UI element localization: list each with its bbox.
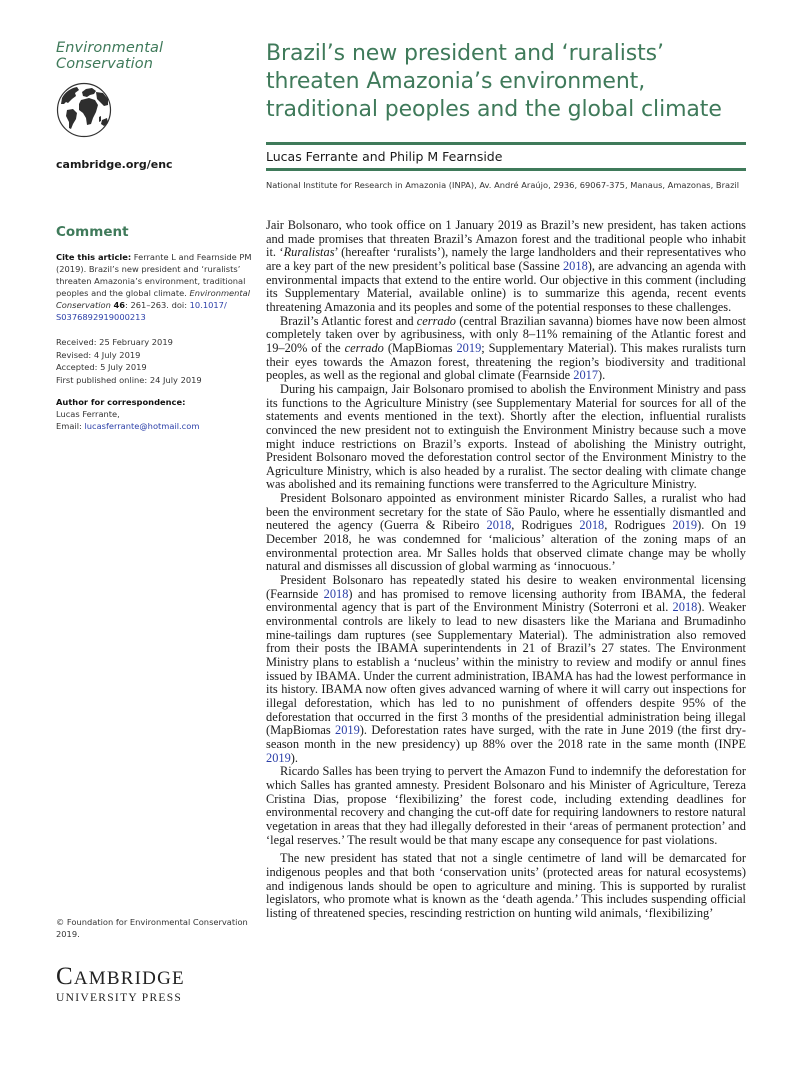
publisher-subtitle: UNIVERSITY PRESS (56, 992, 183, 1004)
publisher-initial: C (56, 963, 74, 990)
text-run: Brazil’s Atlantic forest and (280, 313, 417, 328)
correspondence-name: Lucas Ferrante, (56, 409, 120, 419)
text-run: ). Weaker environmental controls are likely to lead to new disasters like the Mariana and Brumadinho mine-tailings dam ruptures (see Supplementary Material). The administration also removed from their posts the IBAMA superintendents in 21 of Brazil’s 27 states. The Environment Ministry plans to establish a ‘nucleus’ within the ministry to review and modify or annul fines issued by IBAMA. Under the current administration, IBAMA has had the lowest performance in its history. IBAMA now often gives advanced warning of where it will carry out inspections for illegal deforestation, which has led to no punishment of offenders despite 95% of the deforestation that occurred in the first 3 months of the presidential administration being illegal (MapBiomas (266, 600, 746, 738)
reference-link[interactable]: 2018 (672, 600, 698, 615)
paragraph-4 (266, 492, 746, 574)
text-run: ). (598, 368, 606, 383)
publisher-logo (56, 965, 185, 1004)
journal-url-link[interactable]: cambridge.org/enc (56, 158, 173, 171)
copyright-notice: © Foundation for Environmental Conservation 2019. (56, 917, 248, 939)
author-divider (266, 168, 746, 171)
article-dates (56, 336, 202, 386)
doi-link[interactable]: 10.1017/ S0376892919000213 (56, 300, 227, 322)
paragraph-2 (266, 315, 746, 383)
article-body (266, 219, 746, 920)
paragraph-3: During his campaign, Jair Bolsonaro promised to abolish the Environment Ministry and pass its functions to the Agriculture Ministry (see Supplementary Material for sources for all of the statements and events mentioned in the text). Shortly after the election, influential ruralists convinced the new president not to extinguish the Environment Ministry because such a move might induce restrictions on Brazil’s exports. Instead of abolishing the Ministry outright, President Bolsonaro moved the deforestation control sector of the Environment Ministry to the Agriculture Ministry, which is also headed by a ruralist. The sector dealing with climate change was abolished and its remaining functions were transferred to the Agriculture Ministry. (266, 381, 746, 492)
journal-name: Environmental Conservation (56, 40, 164, 72)
accepted-date: Accepted: 5 July 2019 (56, 362, 147, 372)
reference-link[interactable]: 2019 (456, 340, 482, 355)
text-run: President Bolsonaro appointed as environment minister Ricardo Salles, a ruralist who had been the environment secretary for the state of São Paulo, where he essentially dismantled and neutered the agency (Guerra & Ribeiro (266, 491, 746, 533)
italic-term: cerrado (344, 340, 384, 355)
text-run: ’ (hereafter ‘ruralists’), namely the large landholders and their representatives who are a key part of the new president’s political base (Sassine (266, 245, 746, 273)
paragraph-7: The new president has stated that not a single centimetre of land will be demarcated for indigenous peoples and that both ‘conservation units’ (protected areas for natural ecosystems) and indigenous lands should be open to agriculture and mining. This is supported by ruralist legislators, who promote what is known as the ‘death agenda.’ This includes suspending official listing of threatened species, rescinding restriction on hunting wild animals, ‘flexibilizing’ (266, 851, 746, 920)
reference-link[interactable]: 2018 (323, 586, 349, 601)
paragraph-1 (266, 219, 746, 315)
article-header (266, 40, 746, 190)
text-run: (MapBiomas (383, 340, 457, 355)
text-run: ). On 19 December 2018, he was condemned for ‘malicious’ alteration of the zoning maps of an environmental protection area. Mr Salles holds that observed climate change may be wholly natural and dismisses all discussion of global warming as ‘innocuous.’ (266, 518, 746, 574)
reference-link[interactable]: 2018 (486, 518, 512, 533)
correspondence-label: Author for correspondence: (56, 397, 186, 407)
text-run: ). (290, 750, 299, 765)
reference-link[interactable]: 2019 (335, 723, 360, 738)
reference-link[interactable]: 2018 (562, 258, 588, 273)
published-date: First published online: 24 July 2019 (56, 374, 202, 385)
citation-block (56, 251, 252, 323)
publisher-name: AMBRIDGE (73, 968, 185, 989)
cite-label: Cite this article: (56, 252, 132, 262)
title-divider (266, 142, 746, 145)
cite-volume: 46 (113, 300, 126, 310)
article-type-label: Comment (56, 224, 129, 240)
text-run: , Rodrigues (604, 518, 673, 533)
revised-date: Revised: 4 July 2019 (56, 349, 141, 360)
article-title: Brazil’s new president and ‘ruralists’ threaten Amazonia’s environment, traditional peoples and the global climate (266, 41, 722, 122)
email-label: Email: (56, 421, 85, 431)
cite-pages: : 261–263. doi: (125, 300, 190, 310)
correspondence-block (56, 396, 199, 432)
sidebar (56, 40, 252, 1004)
text-run: ) and has promised to remove licensing authority from IBAMA, the federal environmental agency that is part of the Environment Ministry (Soterroni et al. (266, 586, 746, 615)
globe-icon (56, 82, 112, 138)
text-run: Jair Bolsonaro, who took office on 1 January 2019 as Brazil’s new president, has taken actions and made promises that threaten Brazil’s Amazon forest and the traditional people who inhabit it. ‘ (266, 218, 746, 260)
cite-text: Ferrante L and Fearnside PM (2019). Brazil’s new president and ‘ruralists’ threaten Amazonia’s environment, traditional peoples and the global climate. (56, 252, 252, 298)
reference-link[interactable]: 2019 (672, 518, 698, 533)
text-run: President Bolsonaro has repeatedly stated his desire to weaken environmental licensing (Fearnside (266, 573, 746, 601)
text-run: ), are advancing an agenda with environmental impacts that extend to the entire world. Our objective in this comment (including its Supplementary Material, available online) is to summarize this agenda, recent events threatening Amazonia and its peoples and some of the potential responses to these challenges. (266, 258, 746, 314)
reference-link[interactable]: 2017 (573, 368, 599, 383)
reference-link[interactable]: 2018 (579, 518, 605, 533)
author-list: Lucas Ferrante and Philip M Fearnside (266, 149, 503, 164)
paragraph-5 (266, 574, 746, 765)
reference-link[interactable]: 2019 (266, 750, 291, 765)
text-run: , Rodrigues (511, 518, 580, 533)
cite-journal: Environmental Conservation (56, 288, 251, 310)
paragraph-6: Ricardo Salles has been trying to pervert the Amazon Fund to indemnify the deforestation for which Salles has granted amnesty. President Bolsonaro and his Minister of Agriculture, Tereza Cristina Dias, propose ‘flexibilizing’ the forest code, including extending deadlines for environmental recovery and changing the cut-off date for requiring landowners to restore natural vegetation in areas that they had illegally deforested in their ‘areas of permanent protection’ and ‘legal reserves.’ The result would be that many escape any consequence for past violations. (266, 764, 746, 847)
text-run: (central Brazilian savanna) biomes have now been almost completely taken over by agribusiness, with only 8–11% remaining of the Atlantic forest and 19–20% of the (266, 313, 746, 355)
text-run: ; Supplementary Material). This makes ruralists turn their eyes towards the Amazon forest, threatening the region’s biodiversity and traditional peoples, as well as the regional and global climate (Fearnside (266, 340, 746, 383)
italic-term: Ruralistas (283, 245, 335, 260)
italic-term: cerrado (416, 313, 456, 328)
email-link[interactable]: lucasferrante@hotmail.com (84, 421, 200, 431)
text-run: ). Deforestation rates have surged, with the rate in June 2019 (the first dry-season month in the new presidency) up 88% over the 2018 rate in the same month (INPE (266, 723, 746, 751)
author-affiliation: National Institute for Research in Amazonia (INPA), Av. André Araújo, 2936, 69067-375, Manaus, Amazonas, Brazil (266, 180, 740, 190)
received-date: Received: 25 February 2019 (56, 337, 173, 347)
